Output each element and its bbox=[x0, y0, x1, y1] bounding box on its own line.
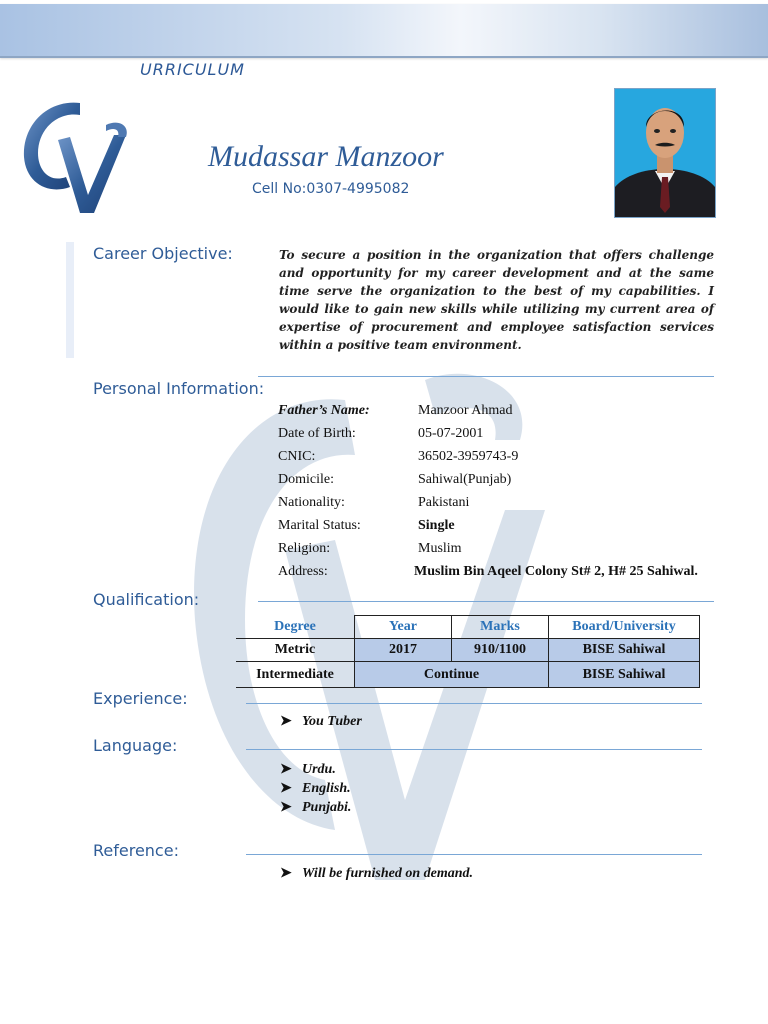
list-item bbox=[280, 799, 351, 818]
info-label: Marital Status: bbox=[278, 518, 361, 533]
decorative-bar bbox=[66, 242, 74, 358]
list-item bbox=[280, 780, 351, 799]
info-value: Sahiwal(Punjab) bbox=[418, 472, 512, 487]
table-cell: 2017 bbox=[355, 639, 452, 662]
reference-heading: Reference: bbox=[93, 841, 179, 860]
column-header: Degree bbox=[236, 616, 355, 639]
table-cell: BISE Sahiwal bbox=[549, 662, 700, 688]
list-item-text: Will be furnished on demand. bbox=[302, 866, 474, 881]
experience-list bbox=[280, 713, 362, 732]
info-value: Muslim Bin Aqeel Colony St# 2, H# 25 Sahiwal. bbox=[414, 564, 698, 579]
column-header: Marks bbox=[452, 616, 549, 639]
list-item bbox=[280, 865, 473, 884]
info-value: 36502-3959743-9 bbox=[418, 449, 519, 464]
list-item-text: English. bbox=[302, 781, 351, 796]
column-header: Board/University bbox=[549, 616, 700, 639]
info-label: Religion: bbox=[278, 541, 331, 556]
column-header: Year bbox=[355, 616, 452, 639]
table-cell: Metric bbox=[236, 639, 355, 662]
career-objective-heading: Career Objective: bbox=[93, 244, 233, 263]
info-value: Pakistani bbox=[418, 495, 470, 510]
info-label: Father’s Name: bbox=[278, 403, 370, 418]
table-row bbox=[236, 639, 700, 662]
arrow-bullet-icon: ➤ bbox=[280, 866, 292, 881]
list-item-text: Punjabi. bbox=[302, 800, 352, 815]
language-heading: Language: bbox=[93, 736, 178, 755]
list-item bbox=[280, 713, 362, 732]
info-label: Date of Birth: bbox=[278, 426, 356, 441]
list-item-text: You Tuber bbox=[302, 714, 362, 729]
info-value: Single bbox=[418, 518, 455, 533]
career-objective-text: To secure a position in the organization that offers challenge and opportunity for my career development and at the same time serve the organization to the best of my capabilities. I would like to gain new skills while utilizing my current area of expertise of procurement and employee satisfaction services within a positive team environment. bbox=[279, 248, 714, 352]
section-divider bbox=[246, 749, 702, 750]
candidate-name: Mudassar Manzoor bbox=[208, 140, 444, 173]
table-cell: Continue bbox=[355, 662, 549, 688]
profile-photo bbox=[614, 88, 716, 218]
section-divider bbox=[258, 601, 714, 602]
arrow-bullet-icon: ➤ bbox=[280, 800, 292, 815]
cell-number: Cell No:0307-4995082 bbox=[252, 181, 410, 197]
section-divider bbox=[246, 854, 702, 855]
info-value: Muslim bbox=[418, 541, 462, 556]
header-banner bbox=[0, 4, 768, 58]
arrow-bullet-icon: ➤ bbox=[280, 762, 292, 777]
arrow-bullet-icon: ➤ bbox=[280, 781, 292, 796]
experience-heading: Experience: bbox=[93, 689, 188, 708]
section-divider bbox=[246, 703, 702, 704]
table-cell: 910/1100 bbox=[452, 639, 549, 662]
qualification-heading: Qualification: bbox=[93, 590, 200, 609]
table-cell: Intermediate bbox=[236, 662, 355, 688]
arrow-bullet-icon: ➤ bbox=[280, 714, 292, 729]
list-item bbox=[280, 761, 351, 780]
info-label: Domicile: bbox=[278, 472, 334, 487]
table-cell: BISE Sahiwal bbox=[549, 639, 700, 662]
reference-list bbox=[280, 865, 473, 884]
info-label: Nationality: bbox=[278, 495, 345, 510]
list-item-text: Urdu. bbox=[302, 762, 336, 777]
info-value: Manzoor Ahmad bbox=[418, 403, 513, 418]
qualification-table bbox=[236, 615, 700, 688]
table-header-row bbox=[236, 616, 700, 639]
cv-logo bbox=[18, 95, 138, 220]
personal-information-heading: Personal Information: bbox=[93, 379, 265, 398]
info-value: 05-07-2001 bbox=[418, 426, 484, 441]
section-divider bbox=[258, 376, 714, 377]
curriculum-label: URRICULUM bbox=[140, 60, 245, 79]
info-label: CNIC: bbox=[278, 449, 316, 464]
language-list bbox=[280, 761, 351, 818]
table-row bbox=[236, 662, 700, 688]
info-label: Address: bbox=[278, 564, 328, 579]
